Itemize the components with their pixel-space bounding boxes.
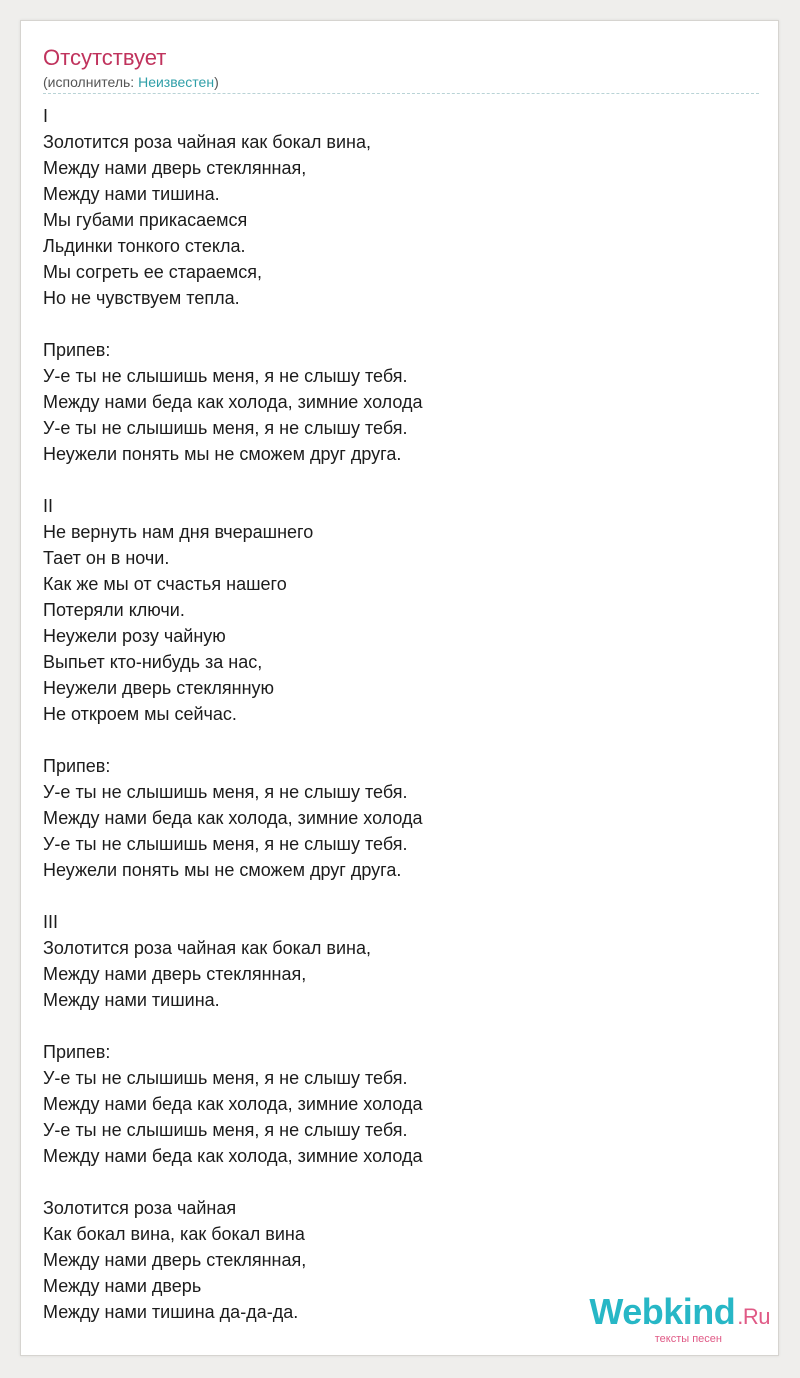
lyrics-line: Между нами дверь (43, 1276, 202, 1296)
lyrics-blank-line (43, 311, 759, 337)
lyrics-line: Не вернуть нам дня вчерашнего (43, 522, 314, 542)
lyrics-line: Как бокал вина, как бокал вина (43, 1224, 305, 1244)
lyrics-blank-line (43, 1169, 759, 1195)
lyrics-line: Между нами дверь стеклянная, (43, 158, 307, 178)
lyrics-line: Между нами беда как холода, зимние холода (43, 808, 423, 828)
lyrics-body (43, 103, 759, 1325)
lyrics-line: У-е ты не слышишь меня, я не слышу тебя. (43, 1120, 408, 1140)
logo-wordmark (589, 1291, 770, 1335)
lyrics-line: Между нами тишина. (43, 990, 220, 1010)
site-logo[interactable] (589, 1291, 770, 1345)
lyrics-line: Между нами беда как холода, зимние холода (43, 392, 423, 412)
lyrics-line: Неужели дверь стеклянную (43, 678, 275, 698)
title-divider (43, 93, 759, 94)
lyrics-line: Припев: (43, 756, 111, 776)
lyrics-line: Золотится роза чайная как бокал вина, (43, 938, 371, 958)
lyrics-line: Неужели понять мы не сможем друг друга. (43, 860, 402, 880)
lyrics-line: Между нами тишина. (43, 184, 220, 204)
lyrics-blank-line (43, 467, 759, 493)
logo-tld: .Ru (737, 1304, 770, 1329)
lyrics-line: Припев: (43, 340, 111, 360)
lyrics-line: Неужели понять мы не сможем друг друга. (43, 444, 402, 464)
lyrics-line: Мы губами прикасаемся (43, 210, 248, 230)
lyrics-line: Золотится роза чайная (43, 1198, 237, 1218)
lyrics-line: Не откроем мы сейчас. (43, 704, 237, 724)
artist-prefix: (исполнитель: (43, 74, 139, 90)
lyrics-line: У-е ты не слышишь меня, я не слышу тебя. (43, 366, 408, 386)
lyrics-line: Неужели розу чайную (43, 626, 226, 646)
lyrics-line: Потеряли ключи. (43, 600, 185, 620)
lyrics-line: У-е ты не слышишь меня, я не слышу тебя. (43, 1068, 408, 1088)
artist-suffix: ) (214, 74, 219, 90)
lyrics-line: Как же мы от счастья нашего (43, 574, 287, 594)
lyrics-blank-line (43, 1013, 759, 1039)
artist-link[interactable]: Неизвестен (138, 74, 215, 90)
lyrics-line: Но не чувствуем тепла. (43, 288, 240, 308)
logo-tagline: тексты песен (654, 1333, 722, 1345)
lyrics-line: Между нами беда как холода, зимние холода (43, 1146, 423, 1166)
lyrics-line: Между нами тишина да-да-да. (43, 1302, 299, 1322)
lyrics-blank-line (43, 883, 759, 909)
lyrics-line: Выпьет кто-нибудь за нас, (43, 652, 263, 672)
lyrics-line: Золотится роза чайная как бокал вина, (43, 132, 371, 152)
lyrics-line: У-е ты не слышишь меня, я не слышу тебя. (43, 418, 408, 438)
lyrics-line: Тает он в ночи. (43, 548, 170, 568)
lyrics-line: Мы согреть ее стараемся, (43, 262, 262, 282)
lyrics-line: II (43, 496, 54, 516)
lyrics-blank-line (43, 727, 759, 753)
lyrics-line: У-е ты не слышишь меня, я не слышу тебя. (43, 834, 408, 854)
lyrics-line: I (43, 106, 49, 126)
song-title: Отсутствует (43, 45, 167, 70)
lyrics-line: Между нами дверь стеклянная, (43, 964, 307, 984)
logo-name: Webkind (589, 1291, 736, 1332)
lyrics-line: Припев: (43, 1042, 111, 1062)
artist-line (43, 73, 219, 91)
lyrics-line: Льдинки тонкого стекла. (43, 236, 246, 256)
lyrics-line: Между нами беда как холода, зимние холода (43, 1094, 423, 1114)
lyrics-line: Между нами дверь стеклянная, (43, 1250, 307, 1270)
lyrics-sheet (20, 20, 779, 1356)
lyrics-line: У-е ты не слышишь меня, я не слышу тебя. (43, 782, 408, 802)
lyrics-line: III (43, 912, 59, 932)
